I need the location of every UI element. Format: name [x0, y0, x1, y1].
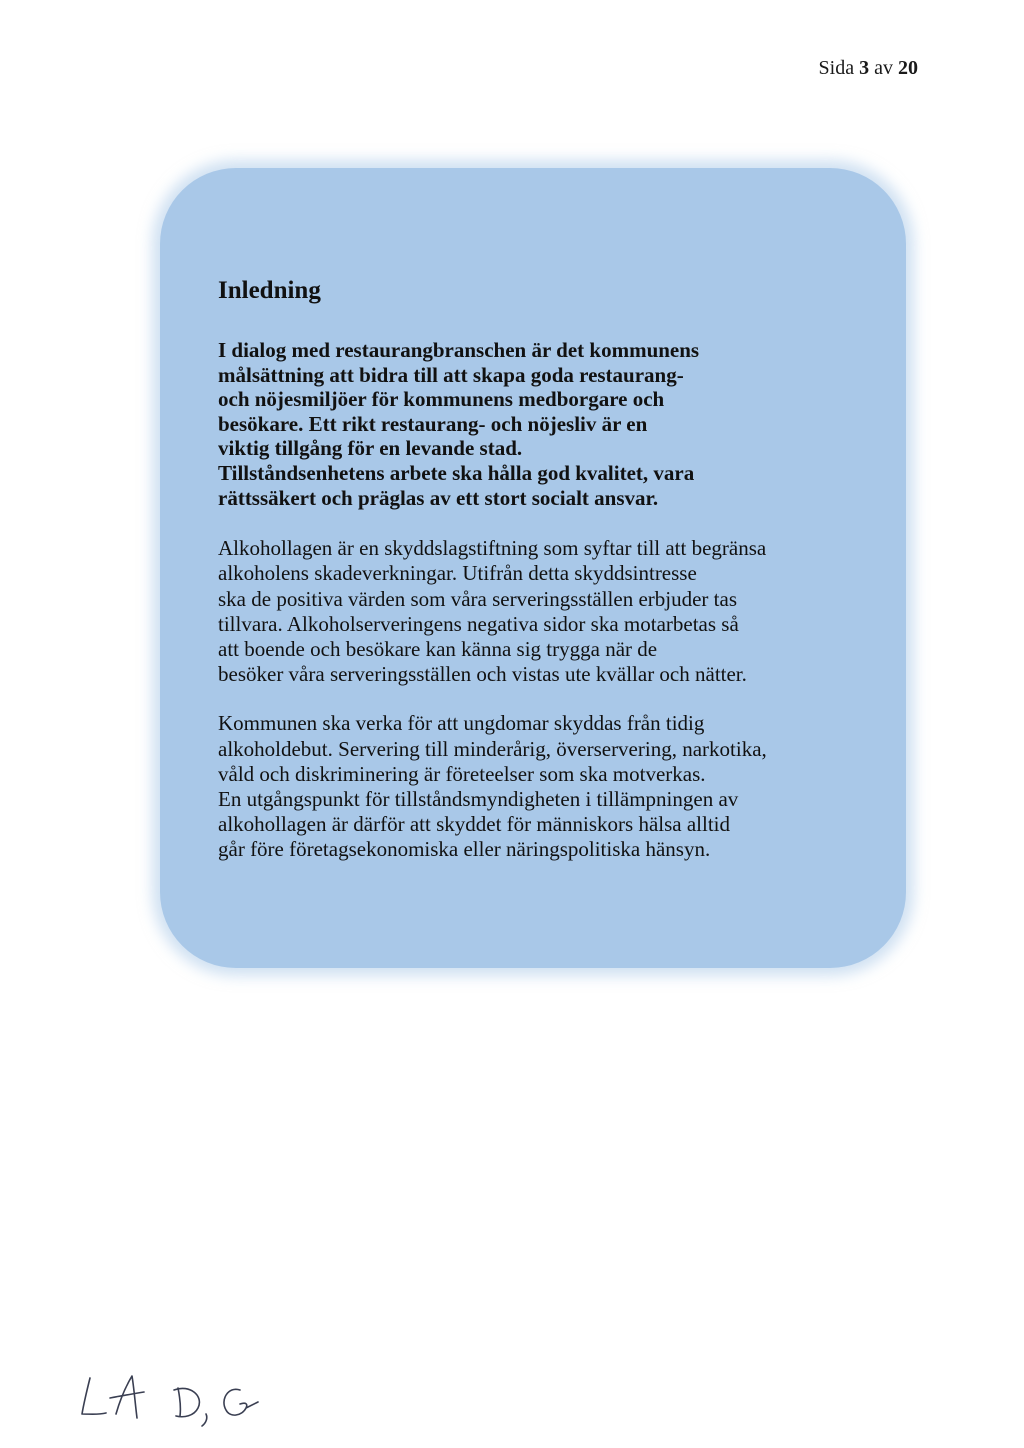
body-paragraph-alkohollagen [218, 536, 866, 687]
page-number [819, 56, 918, 80]
paragraph-line: våld och diskriminering är företeelser som ska motverkas. [218, 761, 706, 786]
intro-line: I dialog med restaurangbranschen är det kommunens [218, 338, 700, 362]
handwritten-initials-signature [60, 1370, 280, 1430]
paragraph-line: Kommunen ska verka för att ungdomar skyddas från tidig [218, 711, 705, 736]
paragraph-line: alkoholens skadeverkningar. Utifrån detta skyddsintresse [218, 561, 697, 586]
page-current: 3 [859, 57, 870, 79]
page-total: 20 [898, 57, 918, 79]
body-paragraph-kommunen [218, 711, 866, 862]
paragraph-line: alkoholdebut. Servering till minderårig, överservering, narkotika, [218, 736, 767, 761]
intro-line: målsättning att bidra till att skapa goda restaurang- [218, 362, 684, 387]
introduction-content [218, 276, 866, 887]
introduction-box [160, 168, 906, 968]
intro-paragraph [218, 338, 866, 510]
paragraph-line: går före företagsekonomiska eller näringspolitiska hänsyn. [218, 837, 711, 862]
paragraph-line: besöker våra serveringsställen och vistas ute kvällar och nätter. [218, 662, 747, 687]
page-label: Sida [818, 57, 855, 79]
paragraph-line: ska de positiva värden som våra serveringsställen erbjuder tas [218, 586, 738, 611]
paragraph-line: En utgångspunkt för tillståndsmyndigheten i tillämpningen av [218, 786, 739, 811]
paragraph-line: tillvara. Alkoholserveringens negativa sidor ska motarbetas så [218, 611, 739, 636]
intro-line: och nöjesmiljöer för kommunens medborgare och [218, 387, 665, 412]
paragraph-line: alkohollagen är därför att skyddet för människors hälsa alltid [218, 812, 731, 837]
intro-line: viktig tillgång för en levande stad. [218, 436, 523, 461]
intro-line: Tillståndsenhetens arbete ska hålla god kvalitet, vara [218, 460, 695, 485]
paragraph-line: Alkohollagen är en skyddslagstiftning som syftar till att begränsa [218, 536, 767, 561]
introduction-heading: Inledning [218, 277, 321, 304]
page-separator: av [874, 57, 893, 79]
intro-line: besökare. Ett rikt restaurang- och nöjesliv är en [218, 411, 648, 436]
intro-line: rättssäkert och präglas av ett stort socialt ansvar. [218, 485, 659, 510]
paragraph-line: att boende och besökare kan känna sig trygga när de [218, 636, 658, 661]
